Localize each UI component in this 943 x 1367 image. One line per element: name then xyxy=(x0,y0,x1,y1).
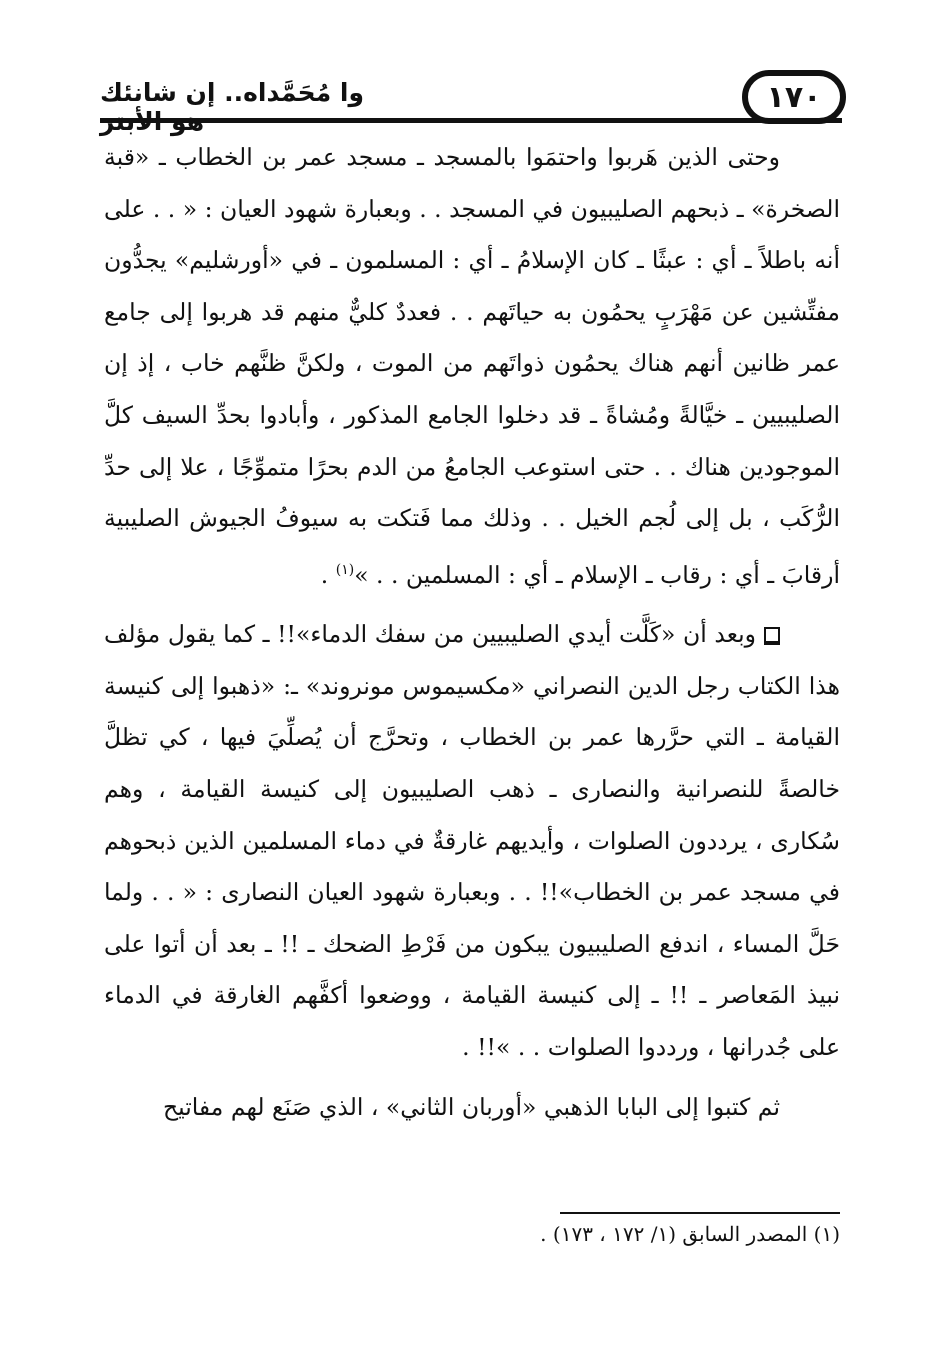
paragraph-2-text: وبعد أن «كَلَّت أيدي الصليبيين من سفك الدماء»!! ـ كما يقول مؤلف هذا الكتاب رجل الدين النصراني «مكسيموس مونروند» ـ: «ذهبوا إلى كنيسة القيامة ـ التي حرَّرها عمر بن الخطاب ، وتحرَّج أن يُصلِّيَ فيها ، كي تظلَّ خالصةً للنصرانية والنصارى ـ ذهب الصليبيون إلى كنيسة القيامة ، وهم سُكارى ، يرددون الصلوات ، وأيديهم غارقةٌ في دماء المسلمين الذين ذبحوهم في مسجد عمر بن الخطاب»!! . . وبعبارة شهود العيان النصارى : « . . ولما حَلَّ المساء ، اندفع الصليبيون يبكون من فَرْطِ الضحك ـ !! ـ بعد أن أتوا على نبيذ المَعاصر ـ !! ـ إلى كنيسة القيامة ، ووضعوا أكفَّهم الغارقة في الدماء على جُدرانها ، ورددوا الصلوات . . »!! . xyxy=(104,620,840,1061)
paragraph-1 xyxy=(104,132,840,601)
paragraph-1-tail: . xyxy=(320,560,336,589)
footnote-rule xyxy=(560,1212,840,1214)
header-rule xyxy=(100,118,842,123)
paragraph-2 xyxy=(104,609,840,1073)
body-text xyxy=(104,132,840,1133)
footnote: (١) المصدر السابق (١/ ١٧٢ ، ١٧٣) . xyxy=(540,1222,840,1246)
running-header-title: وا مُحَمَّداه.. إن شانئك xyxy=(100,78,364,107)
page-number: ١٧٠ xyxy=(766,79,822,115)
box-bullet-icon xyxy=(764,627,780,645)
paragraph-1-text: وحتى الذين هَربوا واحتمَوا بالمسجد ـ مسجد عمر بن الخطاب ـ «قبة الصخرة» ـ ذبحهم الصليبيون في المسجد . . وبعبارة شهود العيان : « . . على أنه باطلاً ـ أي : عبثًا ـ كان الإسلامُ ـ أي : المسلمون ـ في «أورشليم» يجدُّون مفتِّشين عن مَهْرَبٍ يحمُون به حياتَهم . . فعددٌ كليٌّ منهم قد هربوا إلى جامع عمر ظانين أنهم هناك يحمُون ذواتَهم من الموت ، ولكنَّ ظنَّهم خاب ، إذ إن الصليبيين ـ خيَّالةً ومُشاةً ـ قد دخلوا الجامع المذكور ، وأبادوا بحدِّ السيف كلَّ الموجودين هناك . . حتى استوعب الجامعُ من الدم بحرًا متموِّجًا ، علا إلى حدِّ الرُّكَب ، بل إلى لُجم الخيل . . وذلك مما فَتكت به سيوفُ الجيوش الصليبية أرقابَ ـ أي : رقاب ـ الإسلام ـ أي : المسلمين . . » xyxy=(104,143,840,589)
footnote-ref-1: (١) xyxy=(335,561,355,578)
paragraph-3-text: ثم كتبوا إلى البابا الذهبي «أوربان الثاني» ، الذي صَنَع لهم مفاتيح xyxy=(162,1092,780,1121)
page-number-badge xyxy=(742,70,846,124)
paragraph-3 xyxy=(104,1082,840,1134)
